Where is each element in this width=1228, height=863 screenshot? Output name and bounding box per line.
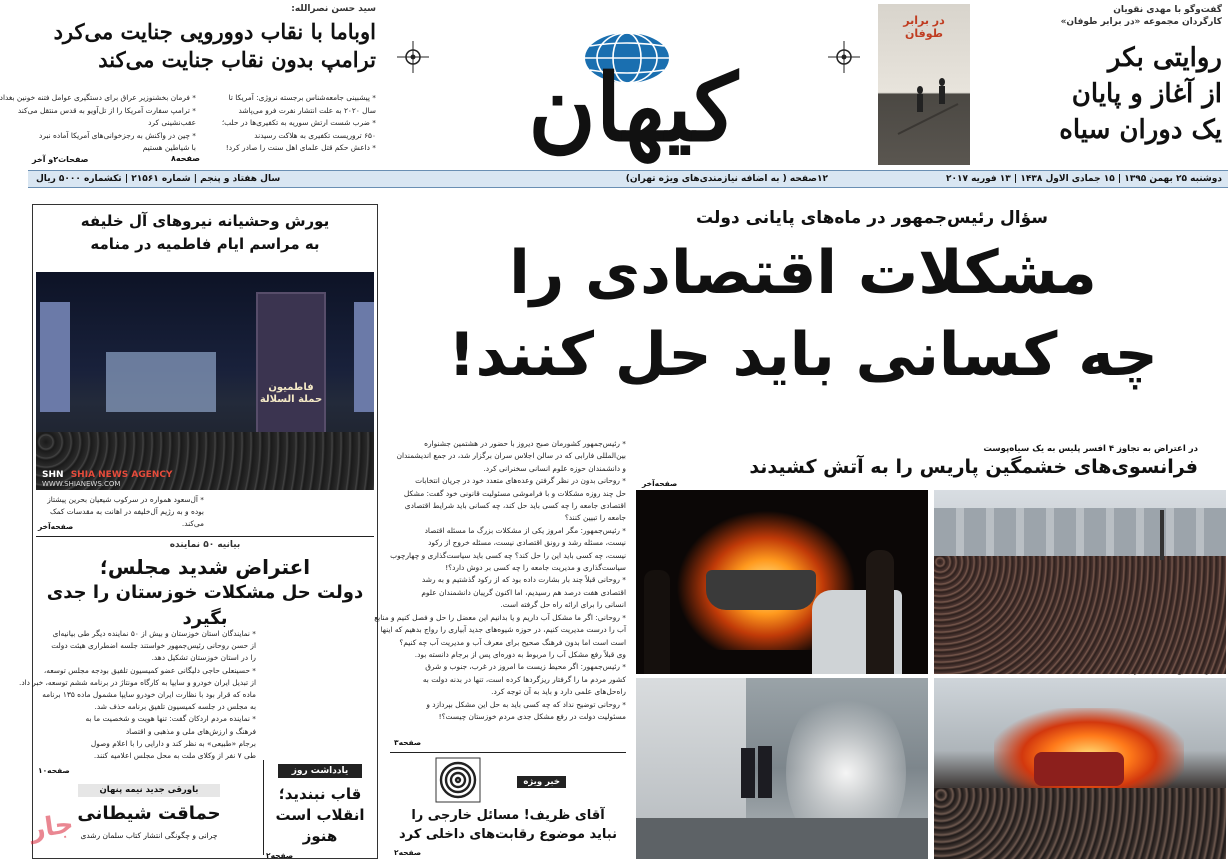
majlis-left-line: از تبدیل ایران خودرو و سایپا به کارگاه مونتاژ در برنامه ششم توسعه، خبر داد. [18, 677, 256, 687]
poster-image[interactable] [878, 4, 970, 165]
pavement [636, 818, 928, 859]
top-left-teaser[interactable] [0, 4, 376, 164]
main-body-line: * رئیس‌جمهور: مگر امروز یکی از مشکلات بزرگ ما مسئله اقتصاد [424, 525, 626, 535]
burning-car-photo[interactable] [636, 490, 928, 674]
majlis-left-line: به مجلس در جلسه کمیسیون تلفیق برنامه حذف شد. [94, 702, 256, 712]
majlis-left-line: طی ۷ نفر از وکلای ملت به محل مجلس اعلامیه کنند. [93, 751, 256, 761]
majlis-kicker: بیانیه ۵۰ نماینده [169, 540, 241, 550]
divider-vertical [263, 760, 264, 855]
burning-car [1034, 752, 1124, 786]
majlis-left-line: * حسینعلی حاجی دلیگانی عضو کمیسیون تلفیق بودجه مجلس توسعه، [43, 665, 256, 675]
crowd [934, 556, 1226, 674]
agency-name: SHIA NEWS AGENCY [70, 470, 173, 480]
main-body-line: جامعه را تبیین کنند؟ [564, 513, 626, 523]
divider [390, 752, 626, 753]
barometer-label: باورقی جدید نیمه پنهان [78, 784, 220, 797]
majlis-left-line: * نماینده مردم اردکان گفت: تنها هویت و شخصیت ما به [85, 714, 256, 724]
majlis-headline-1: اعتراض شدید مجلس؛ [99, 555, 311, 579]
crowd-photo[interactable] [934, 490, 1226, 674]
main-body-line: * روحانی قبلاً چند بار بشارت داده بود که از رکود گذشتیم و به رشد [421, 575, 626, 585]
fire-street-photo[interactable] [934, 678, 1226, 859]
main-headline-1: مشکلات اقتصادی را [509, 238, 1097, 308]
note-headline-2: انقلاب است هنوز [275, 806, 365, 845]
main-body-line: آب را درست مدیریت کنیم، در حوزه شیوه‌های جدید آبیاری را رواج بدهیم که اینها [380, 625, 626, 635]
police-officer [741, 748, 755, 798]
buildings [934, 508, 1226, 556]
crosshair-right-icon [828, 41, 860, 73]
main-body-line: * رئیس‌جمهور کشورمان صبح دیروز با حضور در هشتمین جشنواره [424, 439, 626, 448]
body-line: * آل‌سعود همواره در سرکوب شیعیان بحرین پیشتاز [47, 495, 204, 504]
police-officer [758, 746, 772, 798]
note-page-ref: صفحه۲ [266, 851, 294, 860]
teaser-left-page-ref: صفحات۲و آخر [32, 155, 89, 164]
exclusive-headline-2: نباید موضوع رقابت‌های داخلی کرد [399, 827, 617, 842]
photo-kicker: در اعتراض به تجاوز ۴ افسر پلیس به یک سیاه‌پوست [983, 444, 1198, 454]
bullet-line: ۶۵۰ تروریست تکفیری به هلاکت رسیدند [254, 130, 376, 140]
main-body-line: نیست، چه کسی باید این را حل کند؟ چه کسی باید سیاست‌گذاری و چهارچوب [390, 550, 626, 560]
body-line: بوده و به رژیم آل‌خلیفه در اهانت به مقدسات کمک [49, 507, 204, 517]
teaser-page-ref: صفحه۸ [171, 154, 200, 163]
main-kicker: سؤال رئیس‌جمهور در ماه‌های پایانی دولت [696, 208, 1048, 228]
poster-text-2: حملة السلالة [259, 394, 323, 405]
majlis-left-line: از حسن روحانی رئیس‌جمهور خواستند جلسه اضطراری هیئت دولت [51, 641, 256, 651]
banner-edge-right [354, 302, 374, 412]
exclusive-box[interactable] [390, 756, 626, 859]
main-body-line: وی قبلاً رفع مشکل آب را مربوط به دوره‌ای پس از برجام دانسته بود. [414, 649, 626, 659]
lamp-post [1160, 510, 1164, 560]
body-line: می‌کند. [181, 519, 204, 529]
main-body-line: * روحانی توضیح نداد که چه کسی باید به حل این مشکل بپردازد و [426, 699, 626, 709]
poster-figures [878, 4, 970, 165]
main-body-line: اقتصادی جامعه را چه کسی باید حل کند، چه کسانی باید شرایط اقتصادی [404, 501, 626, 511]
barometer-headline: حماقت شیطانی [77, 803, 221, 824]
teaser-headline-1: روایتی بکر [1107, 43, 1222, 73]
bahrain-page-ref: صفحه‌آخر [38, 522, 74, 531]
banner-left [256, 292, 326, 442]
issue-line: سال هفتاد و پنجم | شماره ۲۱۵۶۱ | تکشماره ۵۰۰۰ ریال [36, 174, 281, 184]
top-right-teaser[interactable] [1032, 4, 1222, 164]
barometer-sub: چرانی و چگونگی انتشار کتاب سلمان رشدی [80, 831, 218, 840]
bullet-line: * ترامپ سفارت آمریکا را از تل‌آویو به قدس منتقل می‌کند [17, 105, 196, 115]
majlis-story[interactable] [36, 540, 374, 632]
date-line: دوشنبه ۲۵ بهمن ۱۳۹۵ | ۱۵ جمادی الاول ۱۴۳۸ | ۱۳ فوریه ۲۰۱۷ [945, 174, 1222, 184]
note-box[interactable] [266, 764, 374, 859]
exclusive-headline-1: آقای ظریف! مسائل خارجی را [411, 808, 605, 823]
watermark-logo: جار [28, 809, 76, 845]
agency-url: WWW.SHIANEWS.COM [42, 480, 121, 488]
photo-page-ref: صفحه‌آخر [642, 479, 678, 488]
majlis-left-line: فرهنگ و ارزش‌های ملی و مذهبی و اقتصاد [125, 726, 256, 736]
exclusive-page-ref: صفحه۲ [394, 848, 422, 857]
poster-text-1: فاطمیون [268, 382, 314, 393]
banner-edge [40, 302, 70, 412]
bahrain-headline[interactable] [38, 210, 372, 256]
teaser-intro-1: گفت‌وگو با مهدی نقویان [1113, 5, 1222, 15]
poster-title: در برابر طوفان [903, 14, 945, 40]
main-body-line: * روحانی بدون در نظر گرفتن وعده‌های متعدد خود در جریان انتخابات [415, 476, 626, 486]
main-headline-2: چه کسانی باید حل کنند! [448, 320, 1158, 390]
bullet-line: عقب‌نشینی کرد [148, 118, 196, 127]
main-body-line: * رئیس‌جمهور: اگر محیط زیست ما امروز در غرب، جنوب و شرق [425, 662, 626, 672]
bahrain-headline-2: به مراسم ایام فاطمیه در منامه [90, 235, 320, 253]
note-label: یادداشت روز [278, 764, 362, 778]
note-headline-1: قاب نبندید؛ [278, 785, 362, 803]
bullet-line: * فرمان بخشنوزیر عراق برای دستگیری عوامل فتنه خونین بغداد [0, 93, 196, 102]
crosshair-left-icon [397, 41, 429, 73]
majlis-page-ref: صفحه۱۰ [38, 766, 70, 775]
bahrain-headline-1: یورش وحشیانه نیروهای آل خلیفه [80, 212, 330, 230]
divider [36, 536, 374, 537]
photo-headline[interactable]: فرانسوی‌های خشمگین پاریس را به آتش کشیدند [749, 456, 1198, 478]
pages-line: ۱۲صفحه ( به اضافه نیازمندی‌های ویژه تهران) [625, 174, 828, 184]
person-silhouette [866, 550, 894, 674]
majlis-left-line: برجام «طبیعی» به نظر کند و دارایی را با اعلام وصول [90, 738, 256, 748]
main-body-line: راه‌حل‌های علمی دارد و باید به آن توجه کرد. [491, 687, 626, 697]
main-body-line: * روحانی: اگر ما مشکل آب داریم و یا بدانیم این معضل را حل و فصل کنیم و منابع [374, 612, 626, 622]
overturned-car [706, 570, 816, 610]
masthead-logo[interactable]: کیهان [528, 54, 738, 162]
bullet-line: * پیشبینی جامعه‌شناس برجسته نروژی: آمریکا تا [228, 93, 376, 102]
teaser-left-headline-1: اوباما با نقاب دوورویی جنایت می‌کرد [53, 19, 376, 44]
bullet-line: * ضرب شست ارتش سوریه به تکفیری‌ها در حلب؛ [221, 118, 376, 127]
teaser-headline-3: یک دوران سیاه [1059, 115, 1222, 145]
teaser-left-headline-2: ترامپ بدون نقاب جنایت می‌کند [98, 47, 376, 72]
teaser-author: سید حسن نصرالله: [291, 4, 376, 14]
main-body-line: بین‌المللی فارابی که در سالن اجلاس سران برگزار شد، در جمع اندیشمندان [396, 451, 626, 461]
police-photo[interactable] [636, 678, 928, 859]
majlis-left-line: * نمایندگان استان خوزستان و بیش از ۵۰ نماینده دیگر طی بیانیه‌ای [52, 629, 256, 638]
majlis-left-line: را در استان خوزستان تشکیل دهد. [151, 653, 256, 663]
bullet-line: * چین در واکنش به رجزخوانی‌های آمریکا آماده نبرد [39, 130, 196, 140]
main-body-line: است است اما بدون فرهنگ صحیح برای معرف آب و مدیریت آب چه کنیم؟ [399, 637, 626, 647]
bullet-line: * داعش حکم قتل علمای اهل سنت را صادر کرد! [225, 143, 376, 152]
main-body-line: و دانشمندان حوزه علوم انسانی سخنرانی کرد. [483, 463, 626, 473]
crowd [934, 788, 1226, 859]
main-body-line: حل چند روزه مشکلات و با فراموشی مسئولیت قانونی خود گفت: مشکل [403, 488, 626, 498]
teaser-intro-2: کارگردان مجموعه «در برابر طوفان» [1060, 17, 1222, 27]
spiral-logo-icon [436, 758, 480, 802]
date-band [28, 170, 1228, 188]
screen-glow [106, 352, 216, 412]
main-body-line: اقتصادی هفت درصد هم رسیدیم، اما اکنون گریبان دانشمندان علوم [421, 587, 626, 597]
exclusive-label: خبر ویژه [517, 776, 566, 788]
majlis-left-line: ماده که قرار بود با نظارت ایران خودرو سایپا مشمول ماده ۱۳۵ برنامه [42, 690, 256, 700]
person-silhouette [644, 570, 670, 674]
main-body-line: سیاست‌گذاری و مدیریت جامعه را چه کسی بر دوش دارد؟! [445, 563, 626, 573]
main-page-ref: صفحه۳ [394, 738, 422, 747]
main-headline[interactable] [388, 232, 1218, 396]
bullet-line: با شیاطین هستیم [142, 143, 196, 152]
main-body-line: مسئولیت دولت در رفع مشکل جدی مردم خوزستان چیست؟! [438, 711, 626, 721]
main-body-line: نیست، مسئله رشد و رونق اقتصادی نیست، مسئله خروج از رکود [428, 538, 626, 548]
main-body-line: کشور مردم ما را گرفتار ریزگردها کرده است، تنها در بدنه دولت به [422, 674, 626, 684]
bahrain-photo[interactable] [36, 272, 374, 490]
majlis-headline-2: دولت حل مشکلات خوزستان را جدی بگیرد [46, 582, 364, 629]
agency-short: SHN [42, 470, 64, 480]
bullet-line: سال ۲۰۲۰ به علت انتشار نفرت فرو می‌پاشد [238, 105, 376, 115]
teaser-headline-2: از آغاز و پایان [1071, 79, 1222, 109]
main-body-line: انسانی را برای ارائه راه حل گرفته است. [500, 600, 626, 610]
